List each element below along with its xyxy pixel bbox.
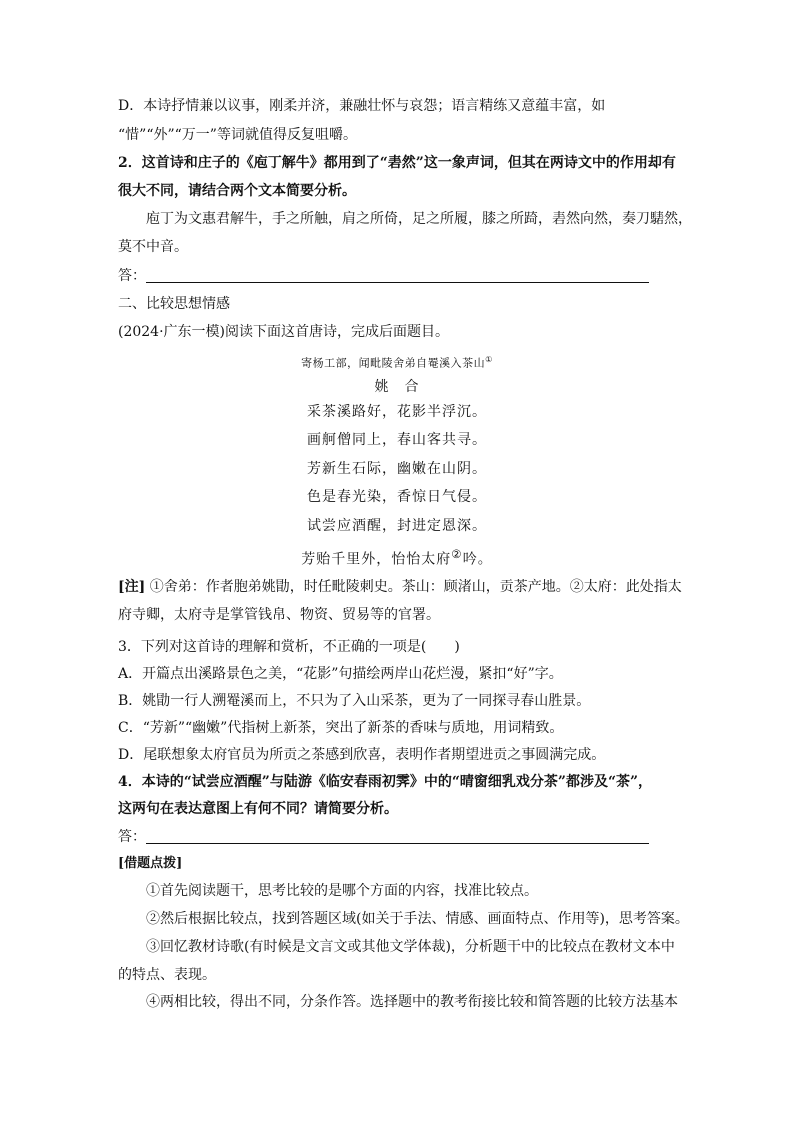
tip-1: ①首先阅读题干，思考比较的是哪个方面的内容，找准比较点。 — [146, 883, 538, 899]
question-2-line-1: 2．这首诗和庄子的《庖丁解牛》都用到了“砉然”这一象声词，但其在两诗文中的作用却有 — [118, 155, 676, 171]
poem-line-1: 采茶溪路好，花影半浮沉。 — [307, 404, 487, 420]
tip-3-line-2: 的特点、表现。 — [118, 967, 216, 983]
poem-line-2: 画舸僧同上，春山客共寻。 — [307, 432, 487, 448]
poem-author: 姚 合 — [374, 379, 420, 395]
option-d-line-2: “惜”“外”“万一”等词就值得反复咀嚼。 — [118, 127, 357, 143]
poem-title — [0, 351, 794, 373]
poem-line-6-footnote: ② — [451, 547, 463, 561]
answer-blank-line-2[interactable] — [146, 843, 649, 844]
quote-line-1: 庖丁为文惠君解牛，手之所触，肩之所倚，足之所履，膝之所踦，砉然向然，奏刀騞然， — [146, 211, 692, 227]
poem-line-6-post: 吟。 — [462, 551, 493, 568]
question-3-option-d[interactable]: D．尾联想象太府官员为所贡之茶感到欣喜，表明作者期望进贡之事圆满完成。 — [118, 747, 606, 763]
poem-title-footnote: ① — [485, 355, 493, 364]
question-3-option-a[interactable]: A．开篇点出溪路景色之美，“花影”句描绘两岸山花烂漫，紧扣“好”字。 — [118, 666, 563, 682]
poem-line-3: 芳新生石际，幽嫩在山阴。 — [307, 461, 487, 477]
tip-3-line-1: ③回忆教材诗歌(有时候是文言文或其他文学体裁)，分析题干中的比较点在教材文本中 — [146, 939, 675, 955]
answer-label-2: 答： — [118, 829, 146, 845]
poem-line-5: 试尝应酒醒，封进定恩深。 — [307, 518, 487, 534]
poem-title-text: 寄杨工部，闻毗陵舍弟自罨溪入茶山 — [301, 356, 486, 370]
note-tag: [注] — [118, 579, 146, 595]
tips-title: [借题点拨] — [118, 856, 183, 871]
tip-4: ④两相比较，得出不同，分条作答。选择题中的教考衔接比较和简答题的比较方法基本 — [146, 994, 678, 1010]
question-3-option-b[interactable]: B．姚勖一行人溯罨溪而上，不只为了入山采茶，更为了一同探寻春山胜景。 — [118, 693, 591, 709]
poem-line-6 — [0, 545, 794, 569]
answer-label-1: 答： — [118, 268, 146, 284]
option-d-line-1: D．本诗抒情兼以议事，刚柔并济，兼融壮怀与哀怨；语言精练又意蕴丰富，如 — [118, 98, 606, 114]
poem-line-6-pre: 芳贻千里外，怡怡太府 — [301, 551, 452, 568]
answer-blank-line-1[interactable] — [146, 282, 649, 283]
poem-line-4: 色是春光染，香惊日气侵。 — [307, 489, 487, 505]
question-3: 3．下列对这首诗的理解和赏析，不正确的一项是( ) — [118, 639, 460, 655]
section-title: 二、比较思想情感 — [118, 296, 230, 312]
question-3-option-c[interactable]: C．“芳新”“幽嫩”代指树上新茶，突出了新茶的香味与质地，用词精致。 — [118, 720, 564, 736]
question-2-line-2: 很大不同，请结合两个文本简要分析。 — [118, 183, 356, 199]
intro-text: (2024·广东一模)阅读下面这首唐诗，完成后面题目。 — [118, 324, 450, 340]
note-line-1 — [118, 578, 682, 596]
question-4-line-2: 这两句在表达意图上有何不同？请简要分析。 — [118, 801, 398, 817]
question-4-line-1: 4．本诗的“试尝应酒醒”与陆游《临安春雨初霁》中的“晴窗细乳戏分茶”都涉及“茶”， — [118, 774, 653, 790]
tip-2: ②然后根据比较点，找到答题区域(如关于手法、情感、画面特点、作用等)，思考答案。 — [146, 911, 689, 927]
note-text-1: ①舍弟：作者胞弟姚勖，时任毗陵刺史。茶山：顾渚山，贡茶产地。②太府：此处指太 — [149, 579, 682, 595]
quote-line-2: 莫不中音。 — [118, 239, 188, 255]
note-line-2: 府寺卿，太府寺是掌管钱帛、物资、贸易等的官署。 — [118, 607, 440, 623]
